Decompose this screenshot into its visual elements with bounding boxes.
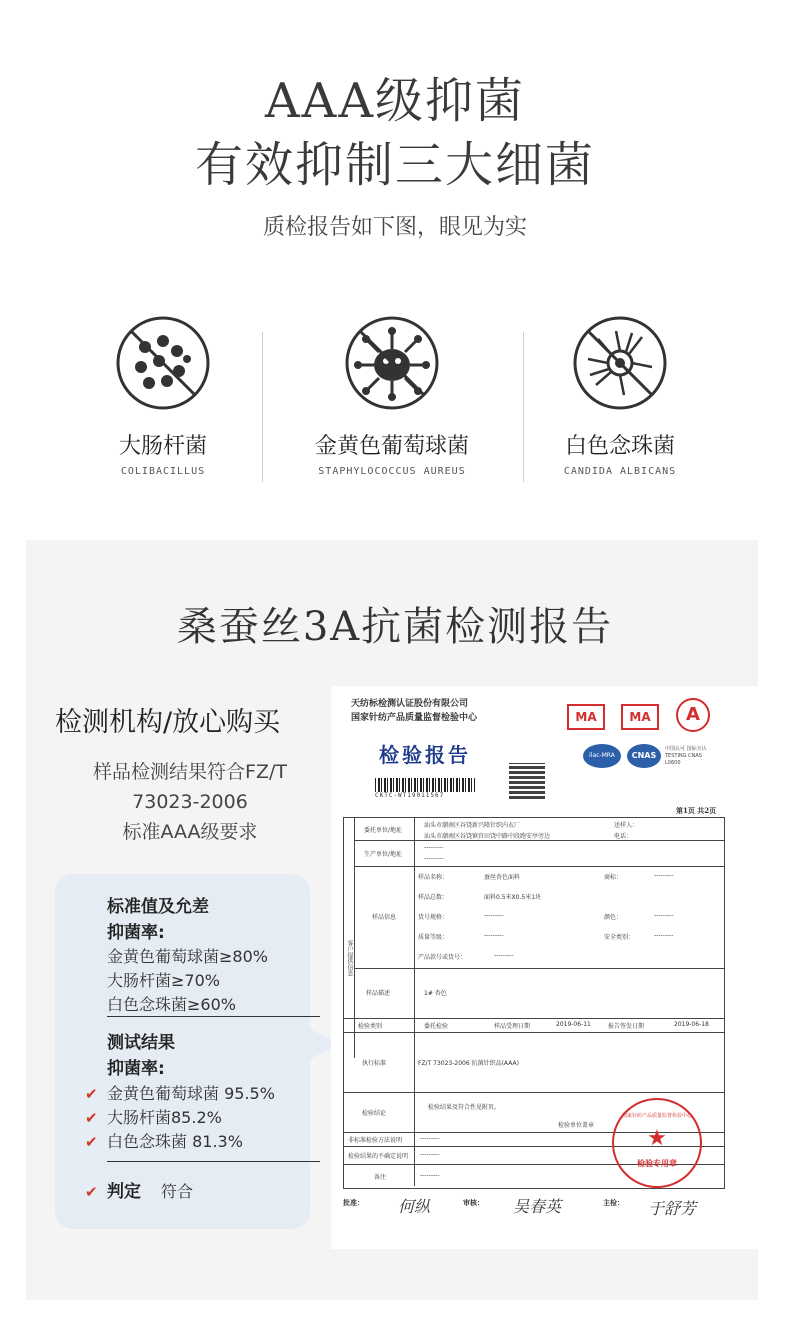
testing-org-heading: 检测机构/放心购买 xyxy=(55,707,281,738)
dash: --------- xyxy=(484,932,504,939)
dash: --------- xyxy=(420,1151,440,1158)
name-label: 样品名称： xyxy=(418,874,449,881)
document-title: 检验报告 xyxy=(379,743,471,767)
cell-divider xyxy=(414,1092,415,1132)
candida-icon xyxy=(572,315,668,411)
cell-divider xyxy=(414,968,415,1018)
review-label: 审核： xyxy=(463,1199,484,1207)
card-divider xyxy=(107,1016,320,1017)
sample-info-label: 样品信息 xyxy=(372,914,397,921)
std-label: 执行标准 xyxy=(362,1060,387,1067)
result-row xyxy=(85,1129,243,1152)
other-label: 检验结果的不确定说明 xyxy=(348,1153,409,1160)
ilac-logo: ilac-MRA xyxy=(583,744,621,768)
qr-code xyxy=(509,763,545,799)
recv-label: 样品受理日期 xyxy=(494,1023,531,1030)
issue-value: 2019-06-18 xyxy=(674,1021,709,1028)
contact-label: 送样人： xyxy=(614,822,639,829)
dash: --------- xyxy=(654,912,674,919)
bacteria-name-en: CANDIDA ALBICANS xyxy=(563,466,677,477)
cnas-logo: CNAS xyxy=(627,744,661,768)
side-label: 客户提供信息 xyxy=(344,818,355,1058)
company-name: 天纺标检测认证股份有限公司 xyxy=(351,699,469,709)
qty-value: 面料0.5米X0.5米1块 xyxy=(484,894,542,901)
remark-label: 备注 xyxy=(374,1174,387,1181)
desc-label: 样品描述 xyxy=(366,990,391,997)
concl-value: 检验结果及符合性见附页。 xyxy=(428,1104,501,1111)
result-heading: 测试结果 xyxy=(107,1033,175,1053)
standard-item: 大肠杆菌≥70% xyxy=(107,971,220,990)
dash: --------- xyxy=(424,855,444,862)
client-label: 委托单位/地址 xyxy=(364,827,403,834)
main-inspector-label: 主检： xyxy=(603,1199,624,1207)
result-item: 白色念珠菌 81.3% xyxy=(107,1132,243,1151)
cell-divider xyxy=(414,1132,415,1146)
model-label: 货号规格： xyxy=(418,914,449,921)
hero-title-line1: AAA级抑菌 xyxy=(265,73,525,129)
type-value: 委托检验 xyxy=(424,1023,449,1030)
results-card xyxy=(55,874,310,1229)
issue-label: 报告签发日期 xyxy=(608,1023,645,1030)
seal-arc-text: 国家针纺产品质量监督检验中心 xyxy=(621,1113,692,1119)
barcode xyxy=(375,778,475,792)
bacteria-name-en: STAPHYLOCOCCUS AUREUS xyxy=(318,466,466,477)
type-label: 检验类别 xyxy=(358,1023,383,1030)
phone-label: 电话： xyxy=(614,833,633,840)
verdict-value: 符合 xyxy=(161,1182,194,1201)
seal-text: 检验专用章 xyxy=(637,1159,677,1168)
check-icon: ✔ xyxy=(85,1085,98,1103)
signature: 何纵 xyxy=(398,1197,431,1216)
check-icon: ✔ xyxy=(85,1133,98,1151)
cell-divider xyxy=(414,866,415,968)
approve-label: 批准： xyxy=(343,1199,364,1207)
batch-label: 产品款号或货号： xyxy=(418,954,467,961)
client-value: 汕头市潮南区谷饶新兴隆针织内衣厂 xyxy=(424,822,521,829)
dash: --------- xyxy=(424,844,444,851)
result-row xyxy=(85,1081,275,1104)
conformance-line: 73023-2006 xyxy=(132,791,248,813)
staphylococcus-icon xyxy=(344,315,440,411)
conformance-line: 标准AAA级要求 xyxy=(122,821,258,843)
name-value: 蚕丝杏色面料 xyxy=(484,874,521,881)
check-icon: ✔ xyxy=(85,1109,98,1127)
check-icon: ✔ xyxy=(85,1183,98,1201)
bacteria-name-cn: 白色念珠菌 xyxy=(564,434,675,459)
dash: --------- xyxy=(484,912,504,919)
safety-label: 安全类别： xyxy=(604,934,635,941)
concl-label: 检验结论 xyxy=(362,1110,387,1117)
cell-divider xyxy=(414,1018,415,1032)
sample-block xyxy=(354,866,724,969)
producer-label: 生产单位/地址 xyxy=(364,851,403,858)
standard-item: 金黄色葡萄球菌≥80% xyxy=(107,947,268,966)
rate-label: 抑菌率: xyxy=(107,923,165,943)
inspection-report-document xyxy=(331,686,759,1249)
std-value: FZ/T 73023-2006 抗菌针织品(AAA) xyxy=(418,1060,519,1067)
report-section-title: 桑蚕丝3A抗菌检测报告 xyxy=(176,604,614,650)
result-item: 大肠杆菌85.2% xyxy=(107,1108,222,1127)
bacteria-item-staphylococcus xyxy=(262,315,522,477)
producer-row xyxy=(354,840,724,867)
cell-divider xyxy=(414,818,415,840)
rate-label: 抑菌率: xyxy=(107,1059,165,1079)
dash: --------- xyxy=(494,952,514,959)
bacteria-item-candida xyxy=(490,315,750,477)
result-item: 金黄色葡萄球菌 95.5% xyxy=(107,1084,275,1103)
hero-title-line2: 有效抑制三大细菌 xyxy=(194,137,595,193)
bacteria-item-colibacillus xyxy=(33,315,293,477)
signature: 吴春英 xyxy=(513,1197,562,1216)
dash: --------- xyxy=(420,1172,440,1179)
stamp-note: 检验单位盖章 xyxy=(558,1122,595,1129)
page-info: 第1页 共2页 xyxy=(676,806,717,815)
qty-label: 样品总数： xyxy=(418,894,449,901)
standard-heading: 标准值及允差 xyxy=(107,897,209,917)
report-form xyxy=(343,817,725,1189)
signature: 于舒芳 xyxy=(648,1199,697,1218)
hero-subtitle: 质检报告如下图，眼见为实 xyxy=(262,215,527,240)
client-row xyxy=(354,818,724,841)
dash: --------- xyxy=(420,1135,440,1142)
conformance-note xyxy=(60,757,320,847)
signature-row xyxy=(343,1196,743,1220)
company-name: 国家针纺产品质量监督检验中心 xyxy=(351,713,478,723)
color-label: 颜色： xyxy=(604,914,623,921)
cell-divider xyxy=(414,1164,415,1186)
desc-value: 1# 杏色 xyxy=(424,990,447,997)
standard-row xyxy=(344,1032,724,1093)
client-value: 汕头市潮南区谷饶镇官田饶中路中段跑安亭旁边 xyxy=(424,833,551,840)
cal-stamp: A xyxy=(676,698,710,732)
nonstd-label: 非标准检验方法说明 xyxy=(348,1137,403,1144)
card-divider xyxy=(107,1161,320,1162)
standard-item: 白色念珠菌≥60% xyxy=(107,995,236,1014)
dash: --------- xyxy=(654,932,674,939)
verdict-label: 判定 xyxy=(107,1182,141,1202)
bacteria-name-cn: 大肠杆菌 xyxy=(118,434,207,459)
verdict-row xyxy=(85,1177,193,1202)
brand-label: 商标： xyxy=(604,874,623,881)
cell-divider xyxy=(414,1032,415,1092)
colibacillus-icon xyxy=(115,315,211,411)
barcode-text: CKTC-WT19011567 xyxy=(375,792,445,799)
cell-divider xyxy=(414,840,415,866)
cnas-note: 中国认可 国际互认 TESTING CNAS L0600 xyxy=(665,746,707,766)
recv-value: 2019-06-11 xyxy=(556,1021,591,1028)
dash: --------- xyxy=(654,872,674,879)
result-row xyxy=(85,1105,222,1128)
type-row xyxy=(344,1018,724,1033)
cma-stamp: MA xyxy=(621,704,659,730)
cma-stamp: MA xyxy=(567,704,605,730)
bacteria-name-en: COLIBACILLUS xyxy=(120,466,206,477)
grade-label: 质量等级： xyxy=(418,934,449,941)
official-seal xyxy=(612,1098,702,1188)
cell-divider xyxy=(414,1146,415,1164)
description-row xyxy=(344,968,724,1019)
seal-star-icon: ★ xyxy=(647,1126,667,1151)
conformance-line: 样品检测结果符合FZ/T xyxy=(93,761,287,783)
bacteria-name-cn: 金黄色葡萄球菌 xyxy=(314,434,469,459)
